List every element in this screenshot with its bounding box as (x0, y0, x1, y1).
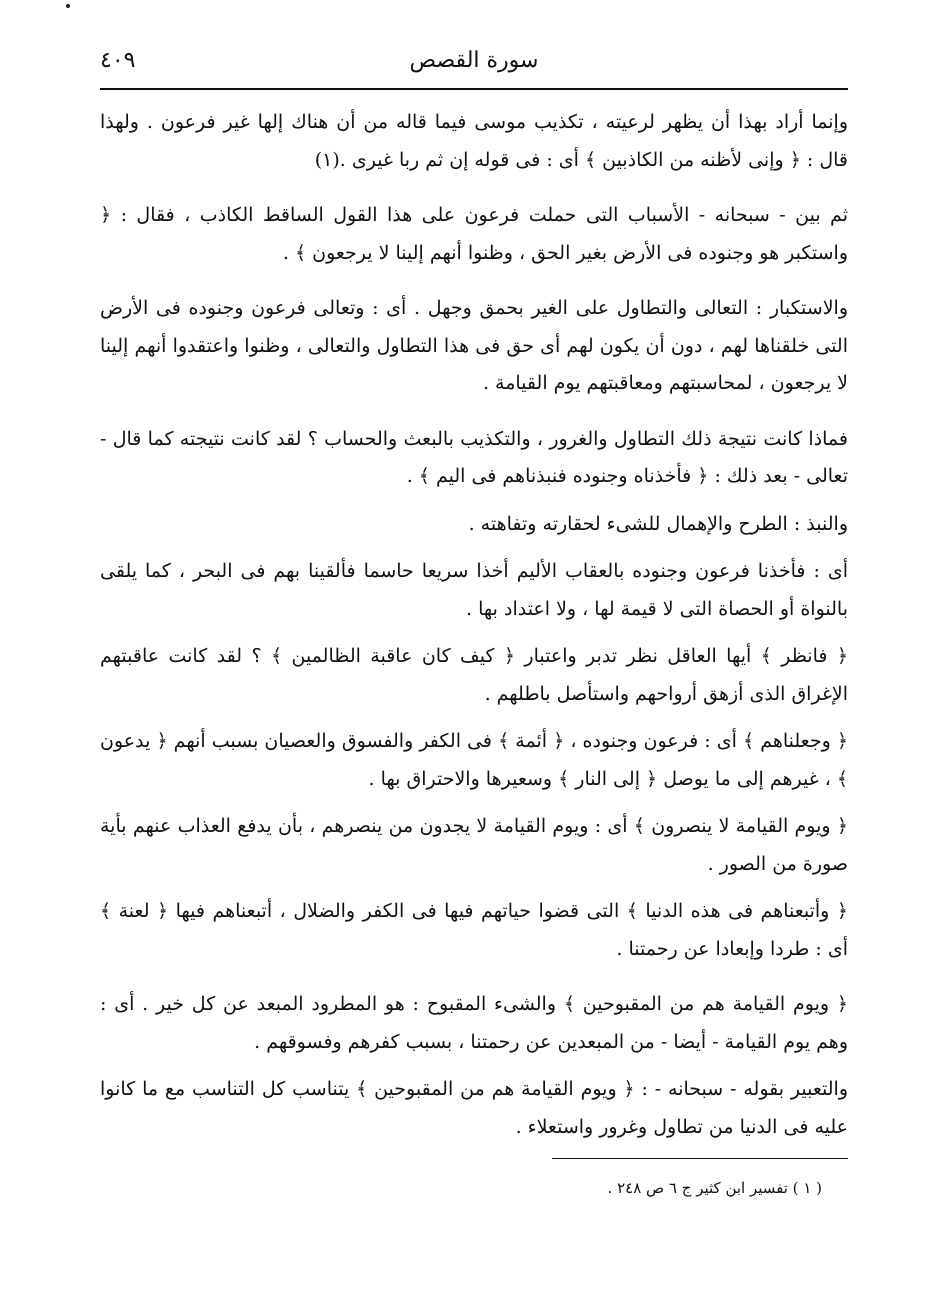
paragraph: ﴿ ويوم القيامة هم من المقبوحين ﴾ والشىء المقبوح : هو المطرود المبعد عن كل خير . أى : وهم يوم القيامة - أيضا - من المبعدين عن رحمتنا ، بسبب كفرهم وفسوقهم . (100, 993, 848, 1053)
paragraph: والاستكبار : التعالى والتطاول على الغير بحمق وجهل . أى : وتعالى فرعون وجنوده فى الأرض التى خلقناها لهم ، دون أن يكون لهم أى حق فى هذا التطاول والتعالى ، وظنوا واعتقدوا أنهم إلينا لا يرجعون ، لمحاسبتهم ومعاقبتهم يوم القيامة . (100, 297, 848, 394)
page-body (100, 104, 848, 1146)
paragraph: أى : فأخذنا فرعون وجنوده بالعقاب الأليم أخذا سريعا حاسما فألقينا بهم فى البحر ، كما يلقى بالنواة أو الحصاة التى لا قيمة لها ، ولا اعتداد بها . (100, 560, 848, 620)
paragraph: ﴿ وجعلناهم ﴾ أى : فرعون وجنوده ، ﴿ أئمة ﴾ فى الكفر والفسوق والعصيان بسبب أنهم ﴿ يدعون ﴾ ، غيرهم إلى ما يوصل ﴿ إلى النار ﴾ وسعيرها والاحتراق بها . (100, 730, 848, 790)
surah-title: سورة القصص (409, 48, 539, 73)
paragraph: ﴿ فانظر ﴾ أيها العاقل نظر تدبر واعتبار ﴿ كيف كان عاقبة الظالمين ﴾ ؟ لقد كانت عاقبتهم الإغراق الذى أزهق أرواحهم واستأصل باطلهم . (100, 645, 848, 705)
paragraph: والنبذ : الطرح والإهمال للشىء لحقارته وتفاهته . (468, 512, 848, 535)
book-page (100, 40, 848, 1240)
paragraph: والتعبير بقوله - سبحانه - : ﴿ ويوم القيامة هم من المقبوحين ﴾ يتناسب كل التناسب مع ما كانوا عليه فى الدنيا من تطاول وغرور واستعلاء . (100, 1078, 848, 1138)
paragraph: ﴿ وأتبعناهم فى هذه الدنيا ﴾ التى قضوا حياتهم فيها فى الكفر والضلال ، أتبعناهم فيها ﴿ لعنة ﴾ أى : طردا وإبعادا عن رحمتنا . (100, 900, 848, 960)
footnote-divider (552, 1158, 848, 1159)
page-number: ٤٠٩ (100, 48, 136, 73)
footnote: ( ١ ) تفسير ابن كثير ج ٦ ص ٢٤٨ . (607, 1179, 822, 1197)
page-header (100, 40, 848, 90)
paragraph: ثم بين - سبحانه - الأسباب التى حملت فرعون على هذا القول الساقط الكاذب ، فقال : ﴿ واستكبر هو وجنوده فى الأرض بغير الحق ، وظنوا أنهم إلينا لا يرجعون ﴾ . (100, 204, 848, 264)
paragraph: فماذا كانت نتيجة ذلك التطاول والغرور ، والتكذيب بالبعث والحساب ؟ لقد كانت نتيجته كما قال - تعالى - بعد ذلك : ﴿ فأخذناه وجنوده فنبذناهم فى اليم ﴾ . (100, 427, 848, 487)
scan-dot (66, 4, 70, 8)
paragraph: ﴿ ويوم القيامة لا ينصرون ﴾ أى : ويوم القيامة لا يجدون من ينصرهم ، بأن يدفع العذاب عنهم بأية صورة من الصور . (100, 815, 848, 875)
paragraph: وإنما أراد بهذا أن يظهر لرعيته ، تكذيب موسى فيما قاله من أن هناك إلها غير فرعون . ولهذا قال : ﴿ وإنى لأظنه من الكاذبين ﴾ أى : فى قوله إن ثم ربا غيرى .(١) (100, 111, 848, 171)
